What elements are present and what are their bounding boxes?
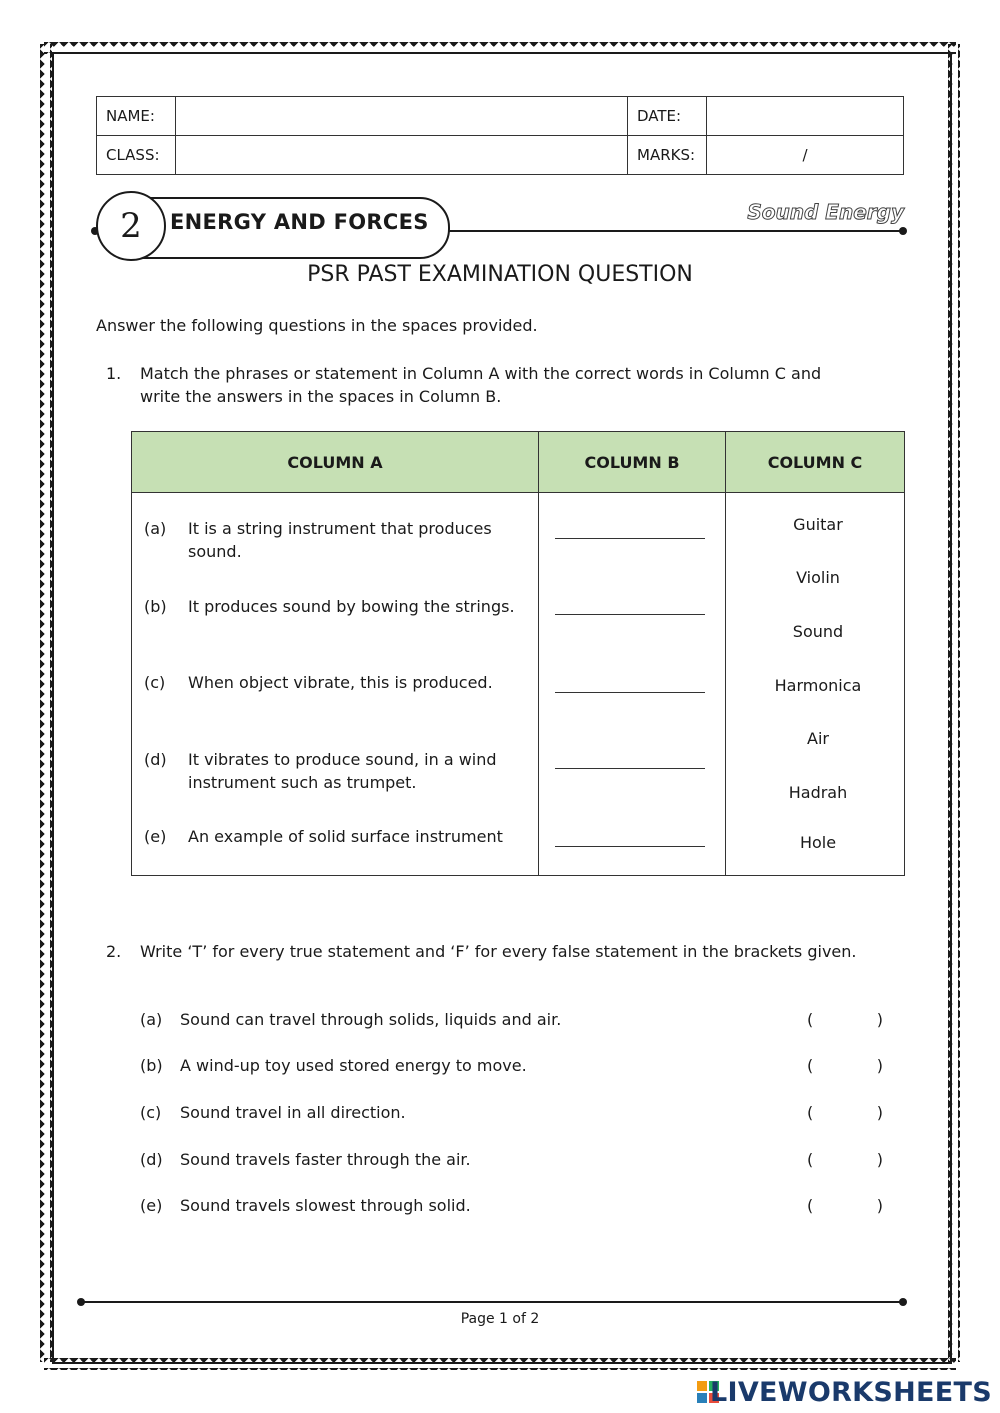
tf-text: Sound travels slowest through solid. [180,1196,471,1215]
item-text: When object vibrate, this is produced. [188,673,493,692]
item-label: (e) [144,827,167,846]
column-c-cell [726,493,905,876]
class-label: CLASS: [97,136,176,175]
name-label: NAME: [97,97,176,136]
tf-label: (d) [140,1150,163,1169]
item-text: An example of solid surface instrument [188,827,503,846]
date-label: DATE: [628,97,707,136]
answer-blank-c[interactable] [555,691,705,693]
tf-text: Sound travels faster through the air. [180,1150,471,1169]
class-field[interactable] [176,136,628,175]
item-text: It produces sound by bowing the strings. [188,597,515,616]
item-text: It vibrates to produce sound, in a wind instrument such as trumpet. [188,750,497,792]
banner-line [440,230,904,232]
bracket-open: ( [807,1010,814,1029]
bracket-close: ) [876,1056,883,1075]
column-c-word: Hadrah [788,783,848,802]
instruction: Answer the following questions in the spaces provided. [96,316,538,335]
bracket-open: ( [807,1056,814,1075]
answer-blank-d[interactable] [555,767,705,769]
column-a-header: COLUMN A [132,432,539,493]
bracket-close: ) [876,1010,883,1029]
tf-text: A wind-up toy used stored energy to move. [180,1056,527,1075]
column-c-word: Hole [799,833,837,852]
tf-label: (b) [140,1056,163,1075]
item-label: (a) [144,519,167,538]
matching-table [131,431,905,876]
answer-blank-e[interactable] [555,845,705,847]
tf-text: Sound can travel through solids, liquids and air. [180,1010,562,1029]
item-label: (c) [144,673,166,692]
tf-answer-bracket[interactable] [807,1056,883,1075]
column-b-cell [539,493,726,876]
bracket-open: ( [807,1196,814,1215]
topic-title: ENERGY AND FORCES [170,210,429,234]
bracket-open: ( [807,1103,814,1122]
tf-answer-bracket[interactable] [807,1103,883,1122]
marks-label: MARKS: [628,136,707,175]
tf-label: (c) [140,1103,162,1122]
tf-answer-bracket[interactable] [807,1150,883,1169]
column-a-cell [132,493,539,876]
marks-field[interactable]: / [707,136,904,175]
column-c-word: Violin [796,568,840,587]
tf-answer-bracket[interactable] [807,1196,883,1215]
item-text: It is a string instrument that produces sound. [188,519,492,561]
answer-blank-b[interactable] [555,613,705,615]
q1-number: 1. [106,364,122,383]
page-title: PSR PAST EXAMINATION QUESTION [307,262,693,287]
footer-line [82,1301,904,1303]
column-c-word: Guitar [793,515,843,534]
column-c-word: Sound [792,622,844,641]
q2-text: Write ‘T’ for every true statement and ‘F’ for every false statement in the brackets given. [140,942,857,961]
item-label: (d) [144,750,167,769]
bracket-open: ( [807,1150,814,1169]
topic-number: 2 [96,191,166,261]
subtopic-title: Sound Energy [747,200,904,224]
brand-name[interactable]: LIVEWORKSHEETS [709,1377,992,1408]
footer-dot-right [899,1298,907,1306]
tf-label: (a) [140,1010,163,1029]
tf-label: (e) [140,1196,163,1215]
banner-dot-right [899,227,907,235]
q1-text-line2: write the answers in the spaces in Column B. [140,387,502,406]
column-c-word: Harmonica [774,676,862,695]
bracket-close: ) [876,1103,883,1122]
border-left [40,44,52,1362]
name-field[interactable] [176,97,628,136]
answer-blank-a[interactable] [555,537,705,539]
q1-text-line1: Match the phrases or statement in Column A with the correct words in Column C and [140,364,822,383]
date-field[interactable] [707,97,904,136]
bracket-close: ) [876,1150,883,1169]
item-label: (b) [144,597,167,616]
page-number: Page 1 of 2 [460,1311,540,1327]
tf-answer-bracket[interactable] [807,1010,883,1029]
student-info-table [96,96,904,175]
column-c-word: Air [807,729,829,748]
column-c-header: COLUMN C [726,432,905,493]
bracket-close: ) [876,1196,883,1215]
q2-number: 2. [106,942,122,961]
tf-text: Sound travel in all direction. [180,1103,406,1122]
column-b-header: COLUMN B [539,432,726,493]
